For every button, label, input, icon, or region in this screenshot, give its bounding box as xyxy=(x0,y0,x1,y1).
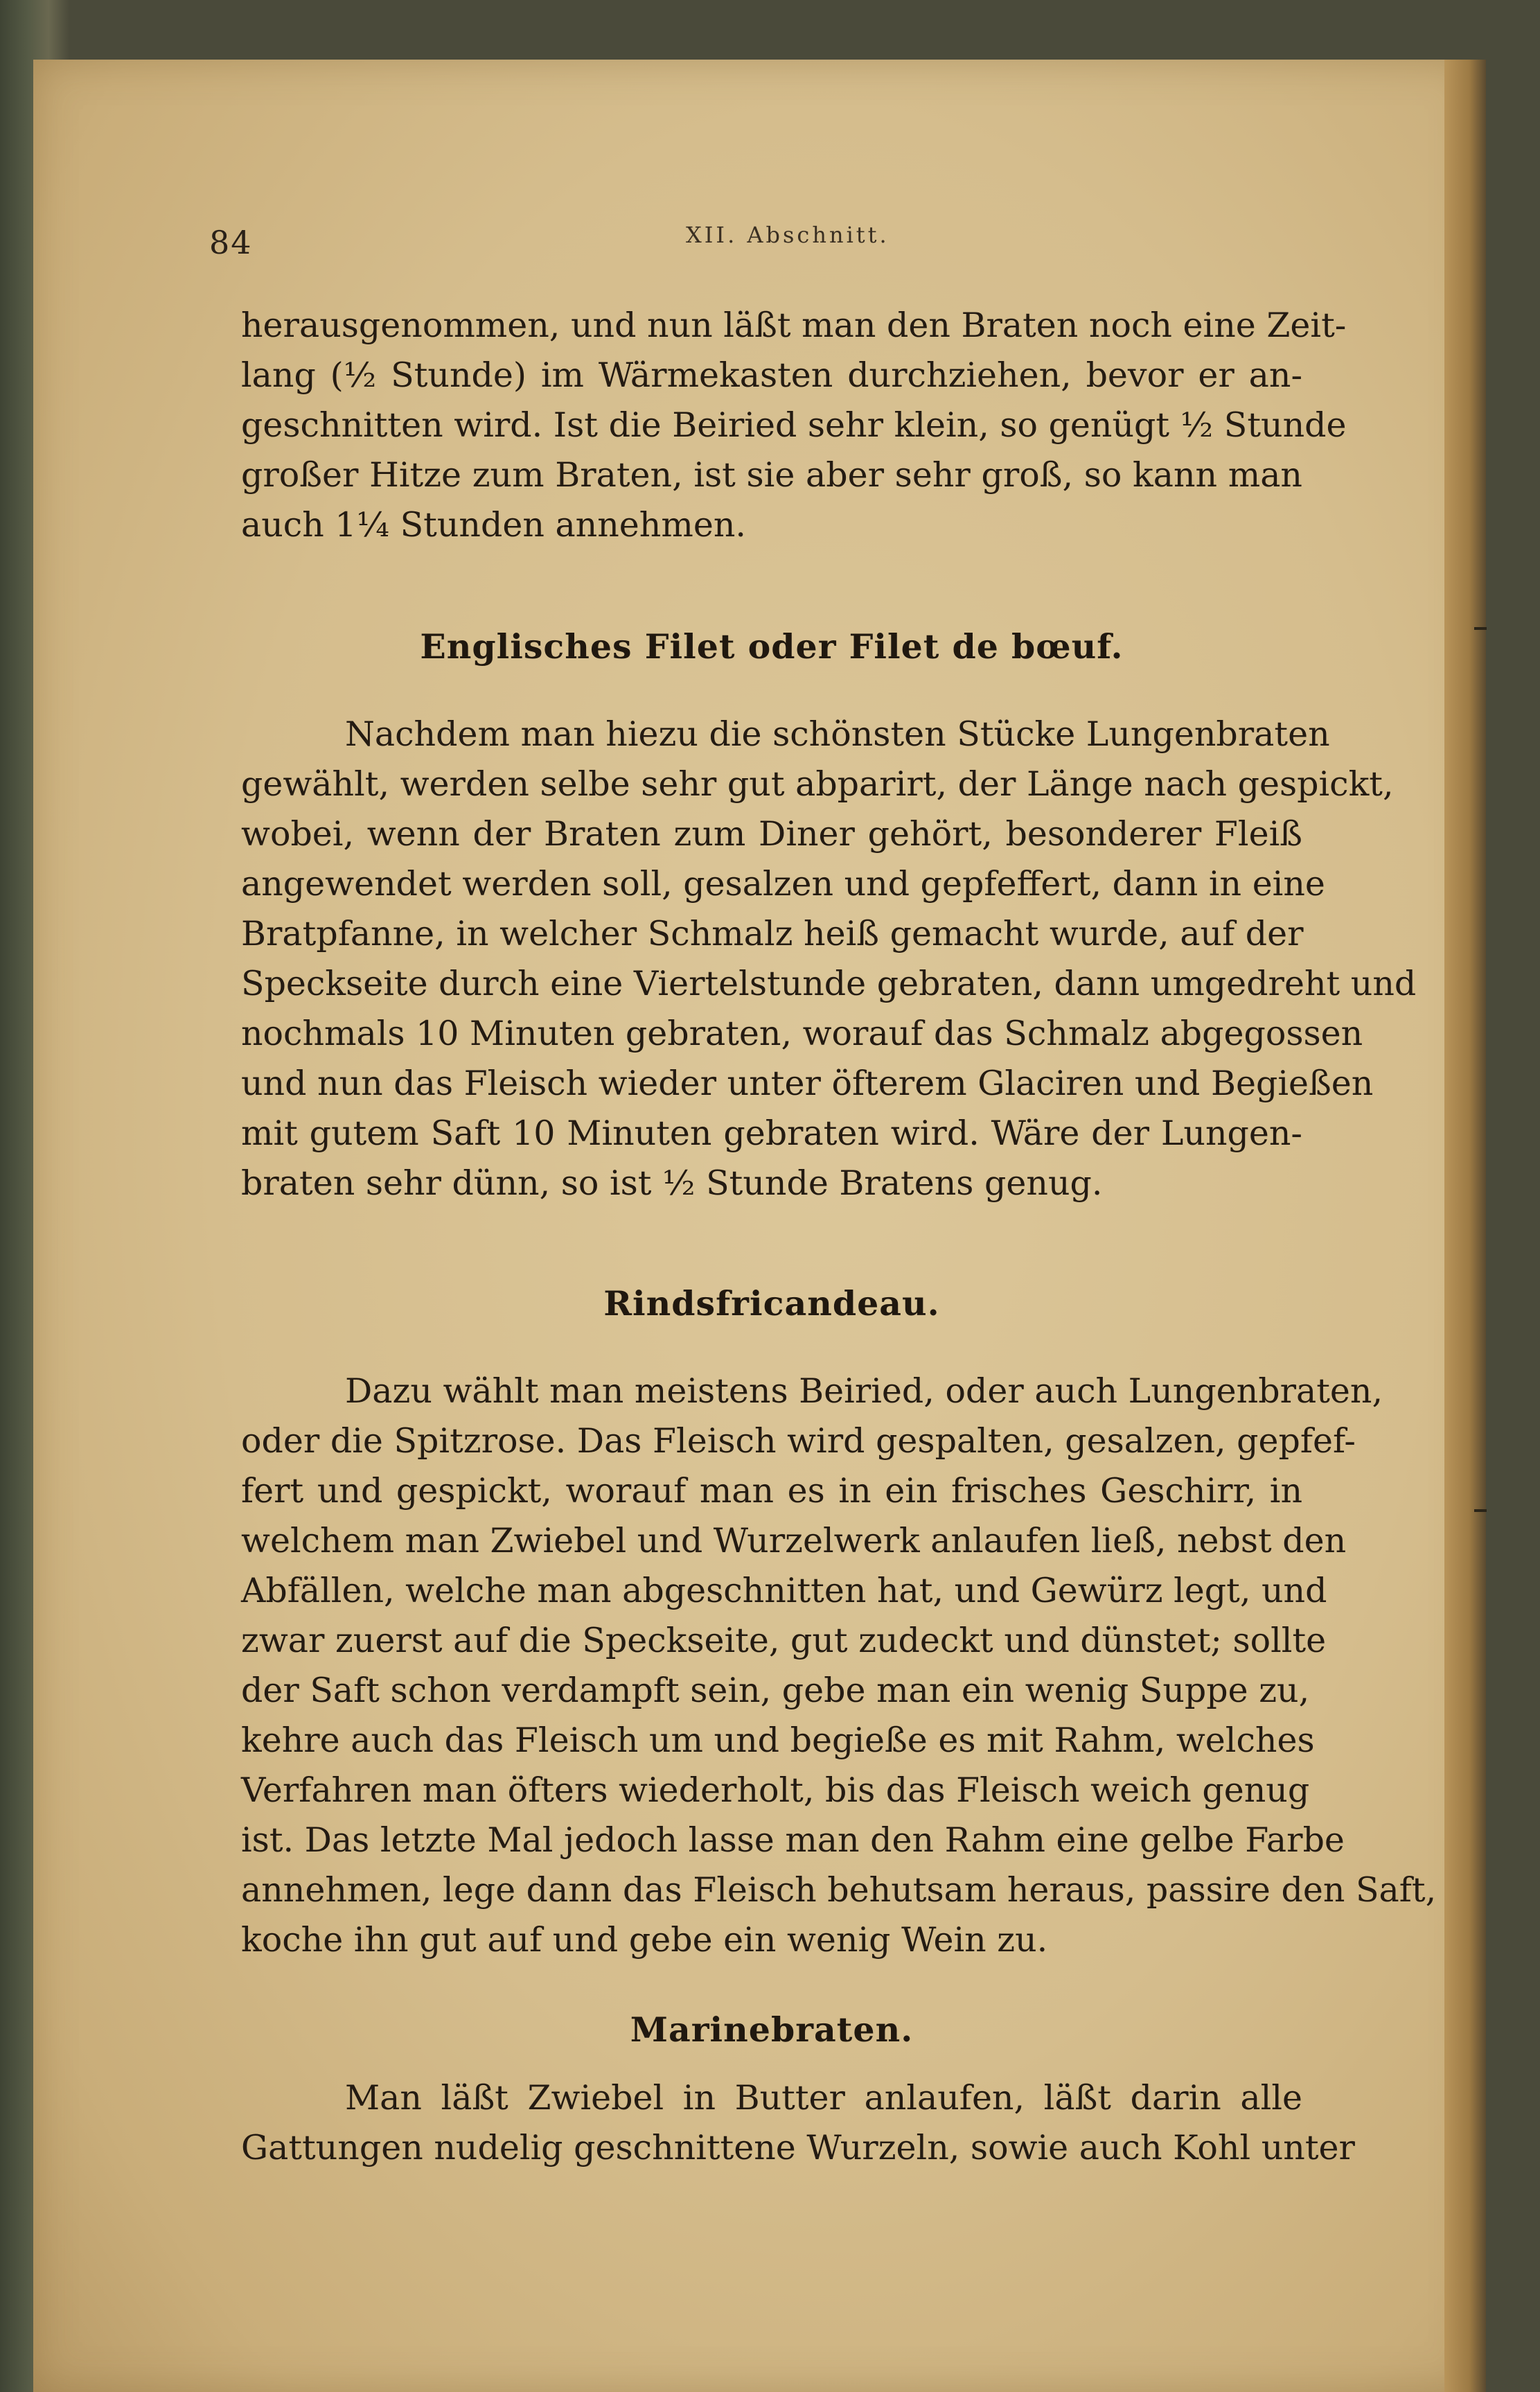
section-heading-rindsfricandeau: Rindsfricandeau. xyxy=(603,1283,940,1323)
text-line: Dazu wählt man meistens Beiried, oder auch Lungenbraten, xyxy=(345,1371,1383,1411)
text-line: und nun das Fleisch wieder unter öfterem Glaciren und Begießen xyxy=(241,1064,1374,1103)
text-line: mit gutem Saft 10 Minuten gebraten wird. Wäre der Lungen- xyxy=(241,1114,1302,1153)
text-line: Nachdem man hiezu die schönsten Stücke Lungenbraten xyxy=(345,714,1330,754)
continuation-paragraph xyxy=(241,301,1347,550)
right-page-edge xyxy=(1444,60,1486,2392)
section-heading-englisches-filet: Englisches Filet oder Filet de bœuf. xyxy=(420,626,1124,667)
text-line: zwar zuerst auf die Speckseite, gut zudeckt und dünstet; sollte xyxy=(241,1621,1327,1660)
text-line: annehmen, lege dann das Fleisch behutsam heraus, passire den Saft, xyxy=(241,1870,1437,1910)
text-line: fert und gespickt, worauf man es in ein frisches Geschirr, in xyxy=(241,1471,1302,1511)
paragraph-rindsfricandeau xyxy=(241,1366,1437,1965)
text-line: Verfahren man öfters wiederholt, bis das Fleisch weich genug xyxy=(241,1770,1310,1810)
text-line: kehre auch das Fleisch um und begieße es mit Rahm, welches xyxy=(241,1721,1315,1760)
text-line: Gattungen nudelig geschnittene Wurzeln, sowie auch Kohl unter xyxy=(241,2128,1355,2167)
text-line: lang (½ Stunde) im Wärmekasten durchziehen, bevor er an- xyxy=(241,355,1302,395)
running-head: XII. Abschnitt. xyxy=(686,222,890,248)
text-line: Speckseite durch eine Viertelstunde gebraten, dann umgedreht und xyxy=(241,964,1417,1003)
text-line: Man läßt Zwiebel in Butter anlaufen, läßt darin alle xyxy=(345,2078,1302,2118)
edge-mark xyxy=(1474,627,1487,630)
text-line: auch 1¼ Stunden annehmen. xyxy=(241,505,746,545)
text-line: großer Hitze zum Braten, ist sie aber sehr groß, so kann man xyxy=(241,455,1302,495)
text-line: koche ihn gut auf und gebe ein wenig Wein zu. xyxy=(241,1920,1048,1960)
edge-mark xyxy=(1474,1509,1487,1512)
text-line: welchem man Zwiebel und Wurzelwerk anlaufen ließ, nebst den xyxy=(241,1521,1347,1560)
text-line: oder die Spitzrose. Das Fleisch wird gespalten, gesalzen, gepfef- xyxy=(241,1421,1356,1461)
section-heading-marinebraten: Marinebraten. xyxy=(630,2010,914,2050)
text-line: ist. Das letzte Mal jedoch lasse man den Rahm eine gelbe Farbe xyxy=(241,1820,1345,1860)
page-number: 84 xyxy=(209,224,253,261)
text-line: gewählt, werden selbe sehr gut abparirt, der Länge nach gespickt, xyxy=(241,764,1394,804)
text-line: wobei, wenn der Braten zum Diner gehört, besonderer Fleiß xyxy=(241,814,1302,854)
text-line: Bratpfanne, in welcher Schmalz heiß gemacht wurde, auf der xyxy=(241,914,1304,953)
text-line: geschnitten wird. Ist die Beiried sehr klein, so genügt ½ Stunde xyxy=(241,405,1347,445)
text-line: nochmals 10 Minuten gebraten, worauf das Schmalz abgegossen xyxy=(241,1014,1363,1053)
text-line: der Saft schon verdampft sein, gebe man ein wenig Suppe zu, xyxy=(241,1671,1310,1710)
text-line: herausgenommen, und nun läßt man den Braten noch eine Zeit- xyxy=(241,306,1347,345)
paragraph-marinebraten xyxy=(241,2073,1355,2173)
paragraph-englisches-filet xyxy=(241,710,1417,1208)
text-line: angewendet werden soll, gesalzen und gepfeffert, dann in eine xyxy=(241,864,1325,904)
text-line: Abfällen, welche man abgeschnitten hat, und Gewürz legt, und xyxy=(241,1571,1327,1610)
text-line: braten sehr dünn, so ist ½ Stunde Bratens genug. xyxy=(241,1163,1103,1203)
